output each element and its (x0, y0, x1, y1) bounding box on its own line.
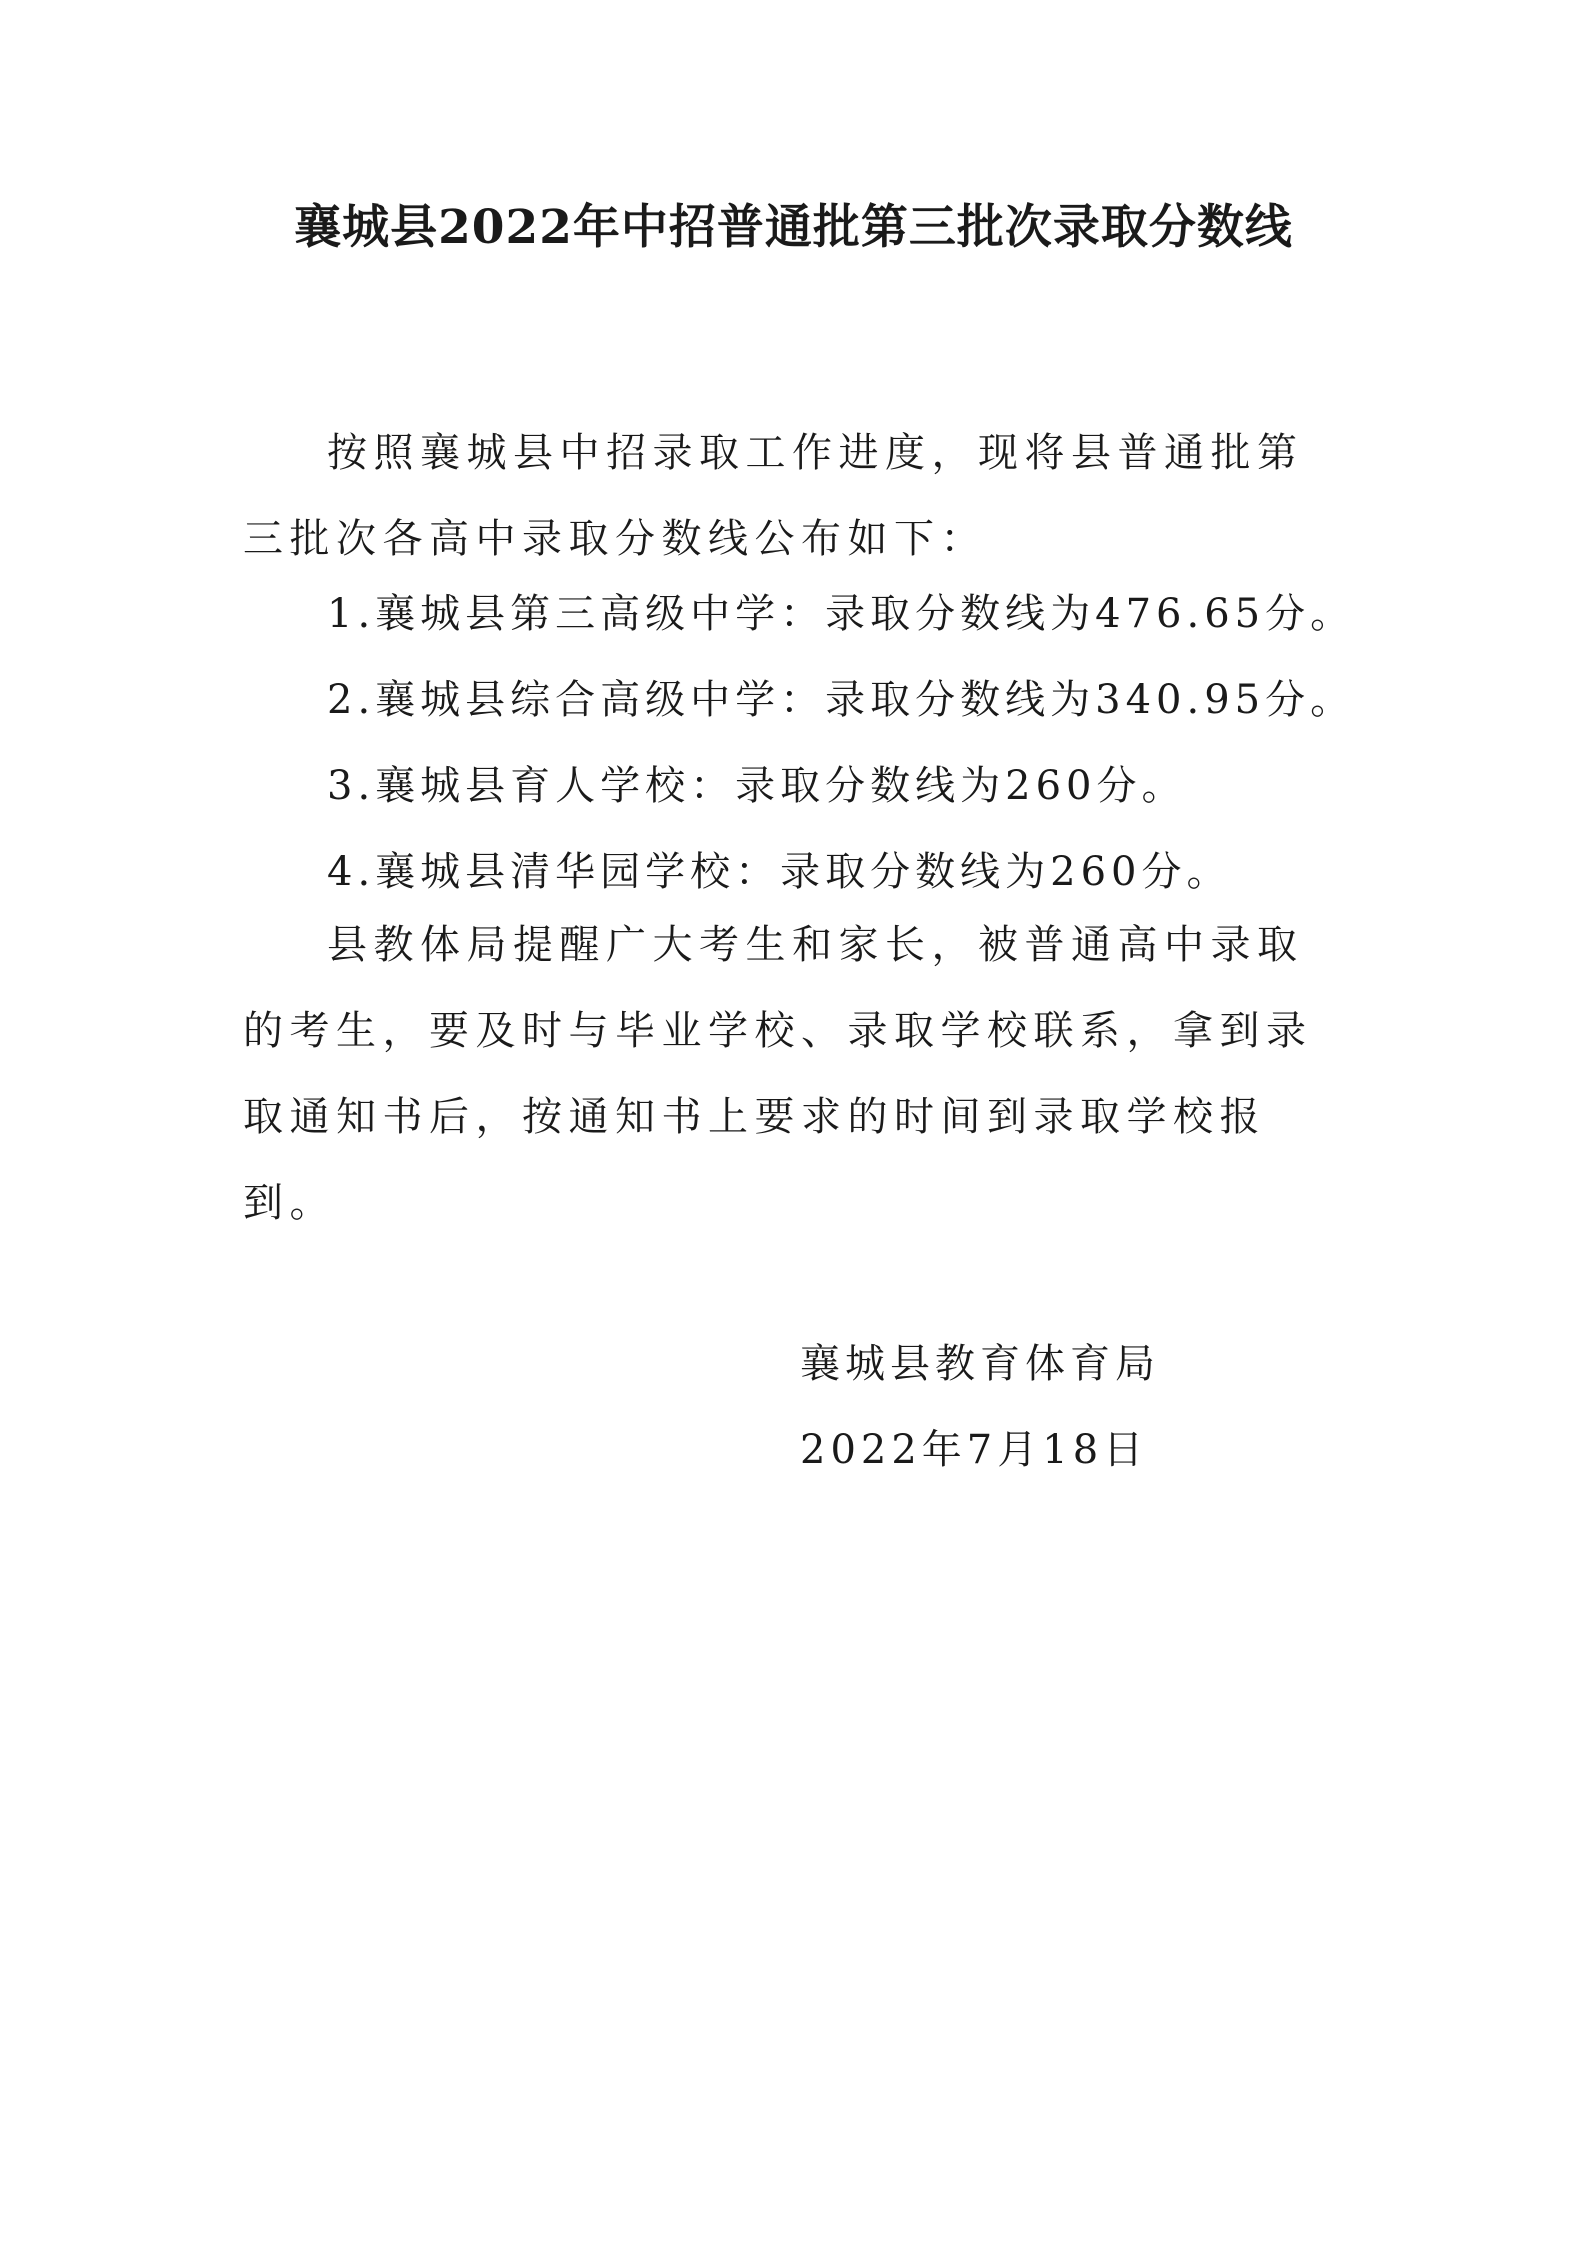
issue-date: 2022年7月18日 (800, 1427, 1149, 1473)
document-title: 襄城县2022年中招普通批第三批次录取分数线 (294, 200, 1293, 255)
issuer-signature: 襄城县教育体育局 (800, 1341, 1160, 1387)
intro-paragraph: 按照襄城县中招录取工作进度，现将县普通批第三批次各高中录取分数线公布如下： (243, 430, 1304, 562)
list-item: 2.襄城县综合高级中学：录取分数线为340.95分。 (327, 677, 1356, 723)
list-item: 1.襄城县第三高级中学：录取分数线为476.65分。 (327, 591, 1356, 637)
list-item: 3.襄城县育人学校：录取分数线为260分。 (327, 763, 1187, 809)
reminder-paragraph: 县教体局提醒广大考生和家长，被普通高中录取的考生，要及时与毕业学校、录取学校联系，拿到录取通知书后，按通知书上要求的时间到录取学校报到。 (243, 922, 1313, 1226)
list-item: 4.襄城县清华园学校：录取分数线为260分。 (327, 849, 1232, 895)
